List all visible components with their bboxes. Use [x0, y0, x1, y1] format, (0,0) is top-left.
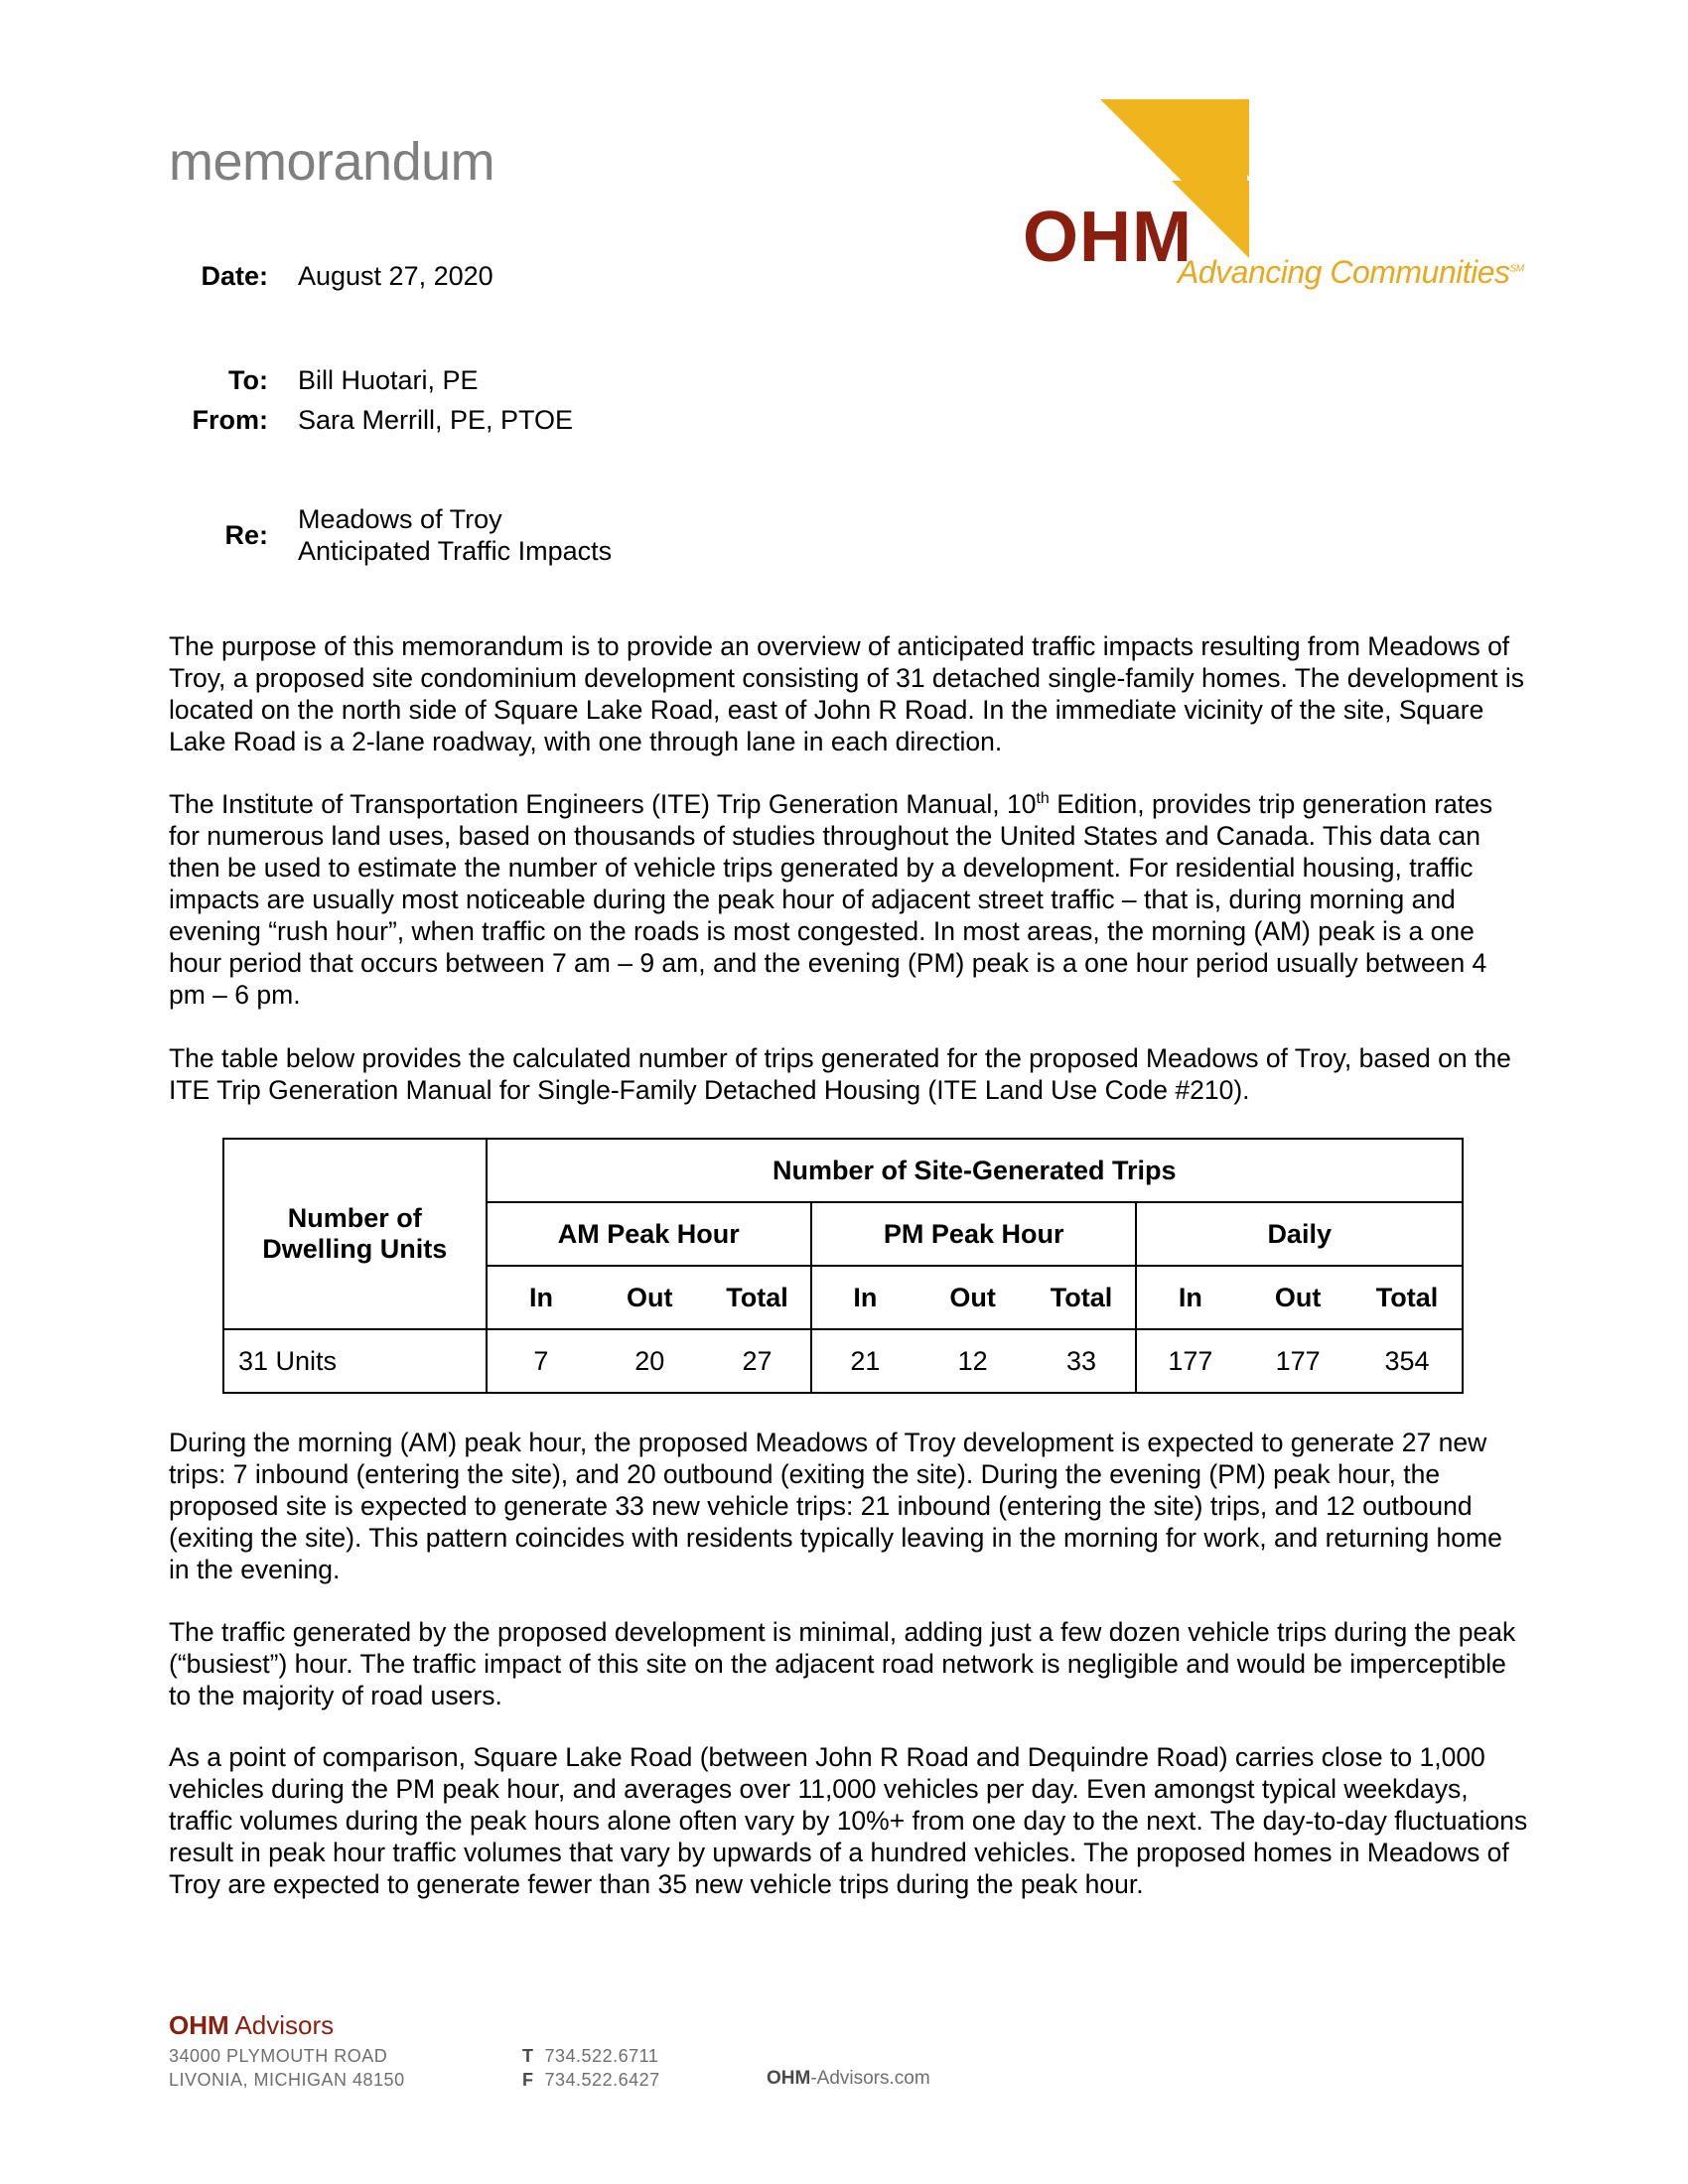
value-daily-out: 177: [1243, 1329, 1352, 1393]
period-header-pm: PM Peak Hour: [811, 1202, 1136, 1266]
paragraph-ite-manual-part-1: The Institute of Transportation Engineers (ITE) Trip Generation Manual, 10: [169, 789, 1037, 819]
fax-number: 734.522.6427: [544, 2070, 660, 2090]
row-header-line-2: Dwelling Units: [262, 1234, 448, 1264]
paragraph-ite-manual: [169, 788, 1529, 1011]
footer-brand-rest: Advisors: [228, 2010, 335, 2040]
subheader-daily-out: Out: [1243, 1266, 1352, 1329]
subheader-pm-in: In: [811, 1266, 918, 1329]
value-am-total: 27: [704, 1329, 811, 1393]
period-header-daily: Daily: [1136, 1202, 1463, 1266]
re-label: Re:: [224, 520, 268, 550]
fax-label: F: [522, 2070, 534, 2090]
footer-website-bold: OHM: [767, 2068, 811, 2089]
phone-number: 734.522.6711: [544, 2046, 659, 2066]
date-value: August 27, 2020: [298, 261, 493, 291]
paragraph-peak-hour-results: During the morning (AM) peak hour, the proposed Meadows of Troy development is expected to generate 27 new trips: 7 inbound (entering the site), and 20 outbound (exiting the site). During the evening (PM) peak hour, the proposed site is expected to generate 33 new vehicle trips: 21 inbound (entering the site) trips, and 12 outbound (exiting the site). This pattern coincides with residents typically leaving in the morning for work, and returning home in the evening.: [169, 1428, 1502, 1584]
footer-website-link[interactable]: [767, 2068, 930, 2090]
from-label: From:: [192, 405, 268, 435]
memo-title: memorandum: [169, 132, 495, 192]
footer-phone: [522, 2046, 658, 2067]
subheader-am-out: Out: [595, 1266, 704, 1329]
logo-wordmark: OHM: [1023, 198, 1193, 277]
footer-address-line-1: 34000 PLYMOUTH ROAD: [169, 2046, 388, 2066]
paragraph-comparison: As a point of comparison, Square Lake Road (between John R Road and Dequindre Road) carries close to 1,000 vehicles during the PM peak hour, and averages over 11,000 vehicles per day. Even amongst typical weekdays, traffic volumes during the peak hours alone often vary by 10%+ from one day to the next. The day-to-day fluctuations result in peak hour traffic volumes that vary by upwards of a hundred vehicles. The proposed homes in Meadows of Troy are expected to generate fewer than 35 new vehicle trips during the peak hour.: [169, 1742, 1528, 1899]
re-line-1: Meadows of Troy: [298, 504, 502, 534]
subheader-am-total: Total: [704, 1266, 811, 1329]
value-daily-in: 177: [1136, 1329, 1243, 1393]
footer-address-line-2: LIVONIA, MICHIGAN 48150: [169, 2070, 405, 2090]
from-value: Sara Merrill, PE, PTOE: [298, 405, 574, 435]
value-daily-total: 354: [1352, 1329, 1463, 1393]
footer-brand-bold: OHM: [169, 2010, 229, 2040]
ordinal-superscript: th: [1036, 790, 1050, 808]
value-pm-in: 21: [811, 1329, 918, 1393]
paragraph-ite-manual-part-2: Edition, provides trip generation rates for numerous land uses, based on thousands of studies throughout the United States and Canada. This data can then be used to estimate the number of vehicle trips generated by a development. For residential housing, traffic impacts are usually most noticeable during the peak hour of adjacent street traffic – that is, during morning and evening “rush hour”, when traffic on the roads is most congested. In most areas, the morning (AM) peak is a one hour period that occurs between 7 am – 9 am, and the evening (PM) peak is a one hour period usually between 4 pm – 6 pm.: [169, 789, 1493, 1010]
row-label: 31 Units: [223, 1329, 487, 1393]
phone-label: T: [522, 2046, 534, 2066]
date-label: Date:: [201, 261, 268, 291]
paragraph-table-intro: The table below provides the calculated number of trips generated for the proposed Meadows of Troy, based on the ITE Trip Generation Manual for Single-Family Detached Housing (ITE Land Use Code #210).: [169, 1043, 1511, 1105]
logo-tagline-text: Advancing Communities: [1178, 254, 1510, 290]
value-pm-total: 33: [1028, 1329, 1137, 1393]
trip-generation-table: [222, 1138, 1464, 1394]
row-header-line-1: Number of: [287, 1203, 422, 1233]
value-pm-out: 12: [918, 1329, 1028, 1393]
footer-brand: [169, 2010, 334, 2041]
to-value: Bill Huotari, PE: [298, 365, 479, 395]
subheader-am-in: In: [487, 1266, 596, 1329]
table-row: [223, 1329, 1463, 1393]
value-am-in: 7: [487, 1329, 596, 1393]
paragraph-minimal-impact: The traffic generated by the proposed development is minimal, adding just a few dozen vehicle trips during the peak (“busiest”) hour. The traffic impact of this site on the adjacent road network is negligible and would be imperceptible to the majority of road users.: [169, 1617, 1516, 1710]
period-header-am: AM Peak Hour: [487, 1202, 811, 1266]
to-label: To:: [228, 365, 268, 395]
paragraph-purpose: The purpose of this memorandum is to provide an overview of anticipated traffic impacts resulting from Meadows of Troy, a proposed site condominium development consisting of 31 detached single-family homes. The development is located on the north side of Square Lake Road, east of John R Road. In the immediate vicinity of the site, Square Lake Road is a 2-lane roadway, with one through lane in each direction.: [169, 631, 1524, 756]
logo-tagline: [1178, 254, 1524, 291]
re-line-2: Anticipated Traffic Impacts: [298, 536, 613, 566]
logo-servicemark: SM: [1509, 263, 1524, 275]
group-header: Number of Site-Generated Trips: [487, 1139, 1463, 1202]
subheader-daily-in: In: [1136, 1266, 1243, 1329]
subheader-pm-total: Total: [1028, 1266, 1137, 1329]
row-header-cell: [223, 1139, 487, 1329]
footer-website-rest: -Advisors.com: [810, 2068, 930, 2089]
value-am-out: 20: [595, 1329, 704, 1393]
subheader-daily-total: Total: [1352, 1266, 1463, 1329]
footer-fax: [522, 2070, 660, 2091]
subheader-pm-out: Out: [918, 1266, 1028, 1329]
